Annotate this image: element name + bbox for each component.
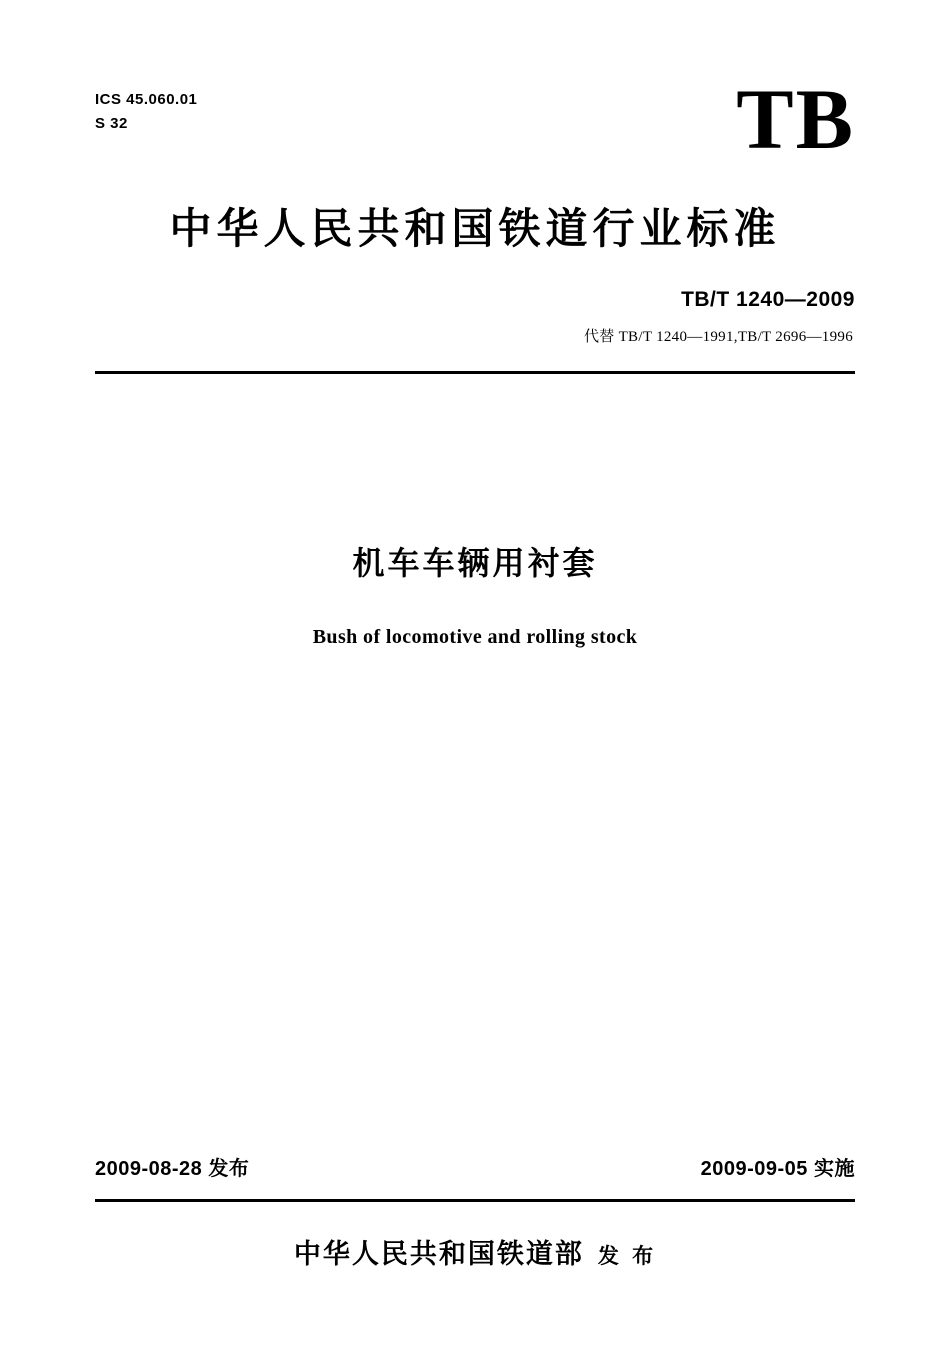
publisher-name: 中华人民共和国铁道部 [293,1239,584,1270]
tb-logo: TB [736,71,855,167]
standard-number: TB/T 1240—2009 [681,288,855,311]
classification-code: S 32 [95,115,128,132]
divider-bottom [95,1199,855,1202]
document-title-en: Bush of locomotive and rolling stock [312,626,638,648]
document-title-cn: 机车车辆用衬套 [352,544,598,582]
replaced-standards: 代替 TB/T 1240—1991,TB/T 2696—1996 [583,329,853,345]
organization-title: 中华人民共和国铁道行业标准 [169,204,781,253]
cover-header [95,71,855,188]
ics-classification-block [95,88,197,136]
publisher-verb: 发 布 [597,1244,657,1268]
issue-date: 2009-08-28 发布 [95,1158,250,1180]
effective-date: 2009-09-05 实施 [700,1158,855,1180]
divider-top [95,371,855,374]
publisher-line [0,1232,950,1271]
ics-code: ICS 45.060.01 [95,91,198,108]
